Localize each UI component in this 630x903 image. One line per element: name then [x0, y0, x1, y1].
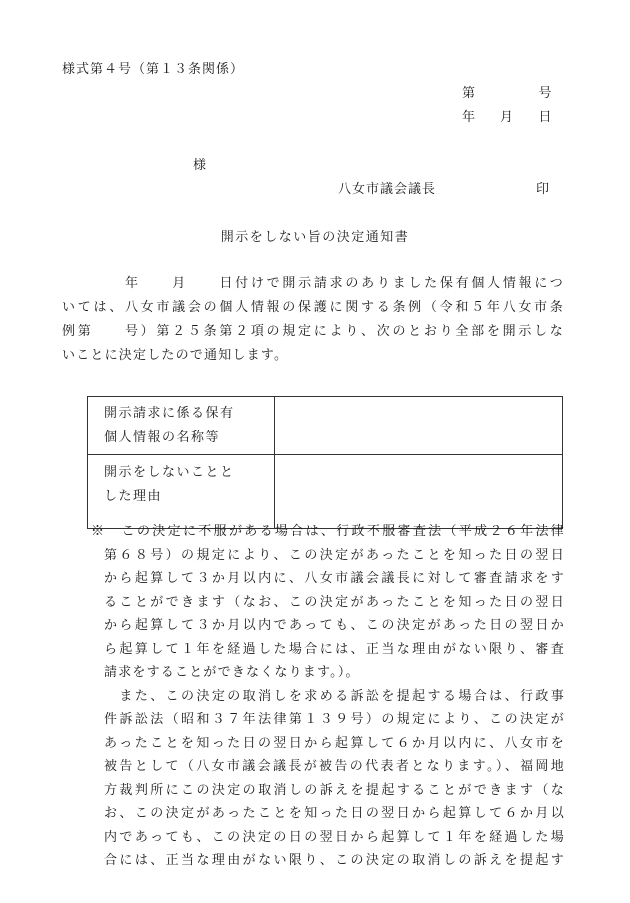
body-line: 例第 号）第２５条第２項の規定により、次のとおり全部を開示しな	[62, 324, 564, 339]
note-line: ることができます（なお、この決定があったことを知った日の翌日	[104, 594, 565, 610]
seal-mark: 印	[536, 182, 550, 197]
table-label-reason	[88, 455, 275, 529]
date-line	[462, 110, 552, 126]
number-suffix: 号	[538, 86, 552, 101]
number-prefix: 第	[462, 86, 476, 101]
table-label-line: 個人情報の名称等	[104, 430, 221, 445]
note-line: 第６８号）の規定により、この決定があったことを知った日の翌日	[104, 547, 565, 563]
date-day: 日	[538, 110, 552, 125]
table-value-reason	[275, 455, 563, 529]
note-line: 請求をすることができなくなります。）。	[104, 665, 360, 680]
note-line: また、この決定の取消しを求める訴訟を提起する場合は、行政事	[104, 688, 565, 704]
note-line: ら起算して１年を経過した場合には、正当な理由がない限り、審査	[104, 641, 565, 657]
document-number-line	[462, 86, 552, 102]
form-number: 様式第４号（第１３条関係）	[62, 62, 245, 77]
note-line: ※ この決定に不服がある場合は、行政不服審査法（平成２６年法律	[91, 524, 565, 539]
note-line: から起算して３か月以内に、八女市議会議長に対して審査請求をす	[104, 571, 565, 586]
date-year: 年	[462, 110, 476, 125]
body-line: いては、八女市議会の個人情報の保護に関する条例（令和５年八女市条	[62, 300, 564, 315]
table-value-info-name	[275, 397, 563, 455]
document-title: 開示をしない旨の決定通知書	[220, 230, 410, 245]
addressee-suffix: 様	[193, 158, 207, 173]
table-row	[88, 455, 563, 529]
note-line: 被告として（八女市議会議長が被告の代表者となります。）、福岡地	[104, 759, 565, 774]
note-line: あったことを知った日の翌日から起算して６か月以内に、八女市を	[104, 735, 565, 751]
note-line: 方裁判所にこの決定の取消しの訴えを提起することができます（な	[104, 782, 565, 798]
body-paragraph	[62, 276, 564, 372]
body-line: いことに決定したので通知します。	[62, 348, 289, 363]
disclosure-info-table	[87, 396, 563, 529]
note-line: お、この決定があったことを知った日の翌日から起算して６か月以	[104, 806, 565, 821]
note-line: 合には、正当な理由がない限り、この決定の取消しの訴えを提起す	[104, 853, 565, 868]
note-line: 内であっても、この決定の日の翌日から起算して１年を経過した場	[104, 829, 565, 845]
table-label-info-name	[88, 397, 275, 455]
note-line: 件訴訟法（昭和３７年法律第１３９号）の規定により、この決定が	[104, 712, 565, 727]
date-month: 月	[500, 110, 514, 125]
table-row	[88, 397, 563, 455]
appeal-notes	[91, 524, 565, 877]
table-label-line: 開示請求に係る保有	[104, 406, 235, 421]
body-line: 年 月 日付けで開示請求のありました保有個人情報につ	[62, 276, 564, 291]
sender-name: 八女市議会議長	[338, 182, 437, 197]
note-line: から起算して３か月以内であっても、この決定があった日の翌日か	[104, 618, 565, 633]
table-label-line: した理由	[104, 489, 163, 504]
table-label-line: 開示をしないことと	[104, 465, 235, 480]
